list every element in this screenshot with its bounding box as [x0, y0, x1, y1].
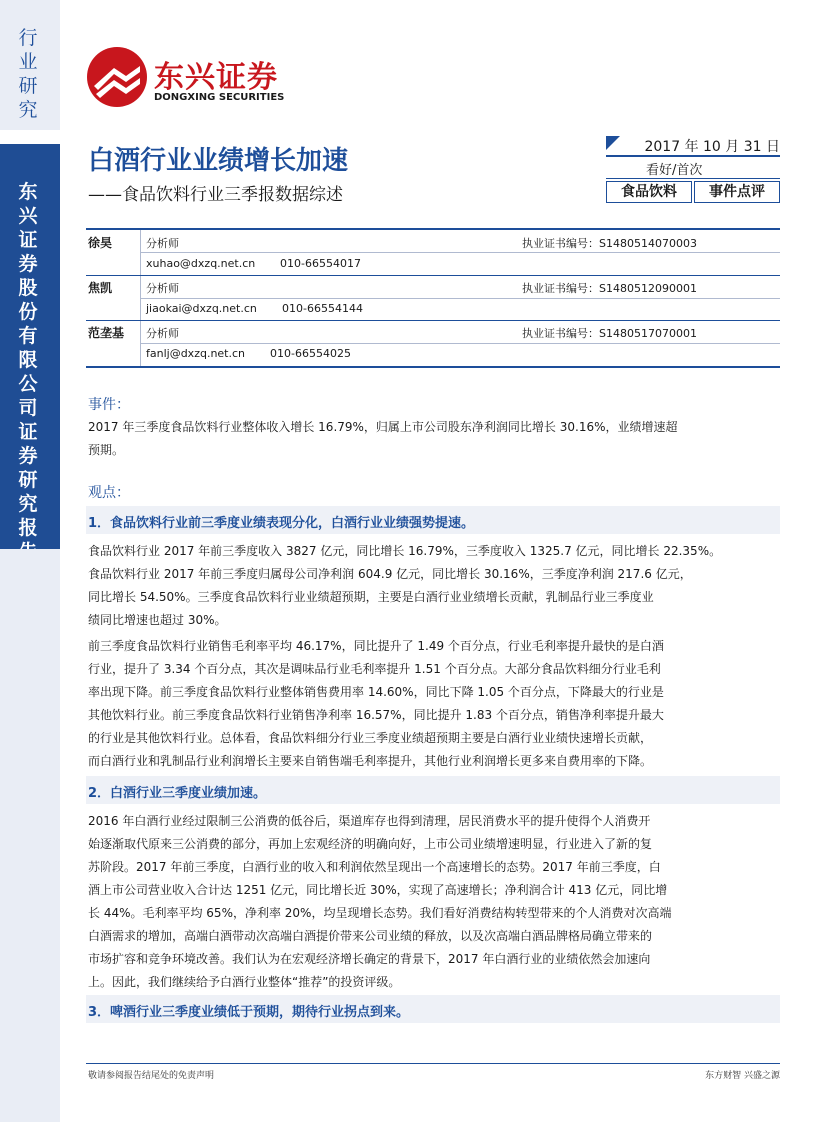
analyst-role: 分析师: [146, 282, 179, 295]
paragraph-line: 酒上市公司营业收入合计达 1251 亿元，同比增长近 30%，实现了高速增长；净利润合计 413 亿元，同比增: [88, 883, 668, 897]
table-top-rule: [86, 228, 780, 230]
sidebar-org-text: 东兴证券股份有限公司证券研究报: [18, 181, 38, 539]
paragraph-line: 2017 年三季度食品饮料行业整体收入增长 16.79%，归属上市公司股东净利润同比增长 30.16%，业绩增速超: [88, 420, 678, 434]
section-heading: 2．白酒行业三季度业绩加速。: [88, 786, 267, 801]
paragraph-line: 2016 年白酒行业经过限制三公消费的低谷后，渠道库存也得到清理，居民消费水平的提升使得个人消费开: [88, 814, 651, 828]
body-paragraph: [88, 810, 770, 994]
event-label: 事件：: [88, 397, 130, 413]
paragraph-line: 食品饮料行业 2017 年前三季度收入 3827 亿元，同比增长 16.79%，三季度收入 1325.7 亿元，同比增长 22.35%。: [88, 544, 722, 558]
paragraph-line: 始逐渐取代原来三公消费的部分，再加上宏观经济的明确向好，上市公司业绩增速明显，行业进入了新的复: [88, 837, 653, 851]
analyst-phone: 010-66554025: [270, 347, 351, 360]
body-paragraph: [88, 540, 770, 632]
paragraph-line: 预期。: [88, 443, 125, 457]
logo-name-en: DONGXING SECURITIES: [154, 92, 285, 103]
table-row-rule: [140, 343, 780, 344]
sidebar-org-panel: [0, 144, 60, 549]
info-divider: [606, 178, 780, 179]
analyst-cert: 执业证书编号：S1480512090001: [522, 282, 697, 295]
analyst-name: 焦凯: [88, 281, 113, 295]
logo-name-cn: 东兴证券: [154, 60, 278, 95]
table-bottom-rule: [86, 366, 780, 368]
footer-slogan: 东方财智 兴盛之源: [705, 1071, 780, 1081]
section-heading: 1．食品饮料行业前三季度业绩表现分化，白酒行业业绩强势提速。: [88, 516, 475, 531]
footer-rule: [86, 1063, 780, 1064]
logo-emblem-icon: [86, 46, 148, 108]
analyst-phone: 010-66554017: [280, 257, 361, 270]
paragraph-line: 的行业是其他饮料行业。总体看，食品饮料细分行业三季度业绩超预期主要是白酒行业业绩快速增长贡献，: [88, 731, 653, 745]
analyst-email: xuhao@dxzq.net.cn: [146, 257, 256, 270]
footer-disclaimer: 敬请参阅报告结尾处的免责声明: [88, 1071, 215, 1081]
paragraph-line: 前三季度食品饮料行业销售毛利率平均 46.17%，同比提升了 1.49 个百分点，行业毛利率提升最快的是白酒: [88, 639, 664, 653]
report-type-tag: 事件点评: [694, 181, 780, 203]
view-label: 观点：: [88, 485, 130, 501]
analyst-phone: 010-66554144: [282, 302, 363, 315]
paragraph-line: 而白酒行业和乳制品行业利润增长主要来自销售端毛利率提升，其他行业利润增长更多来自费用率的下降。: [88, 754, 653, 768]
rating-text: 看好/首次: [646, 163, 703, 178]
analyst-cert: 执业证书编号：S1480514070003: [522, 237, 697, 250]
report-info-box: [606, 136, 780, 204]
corner-triangle-icon: [606, 136, 620, 150]
paragraph-line: 同比增长 54.50%。三季度食品饮料行业业绩超预期，主要是白酒行业业绩增长贡献，乳制品行业三季度业: [88, 590, 654, 604]
event-paragraph: [88, 416, 770, 462]
analyst-cert: 执业证书编号：S1480517070001: [522, 327, 697, 340]
paragraph-line: 上。因此，我们继续给予白酒行业整体“推荐”的投资评级。: [88, 975, 401, 989]
industry-tag: 食品饮料: [606, 181, 692, 203]
paragraph-line: 绩同比增速也超过 30%。: [88, 613, 227, 627]
paragraph-line: 行业，提升了 3.34 个百分点，其次是调味品行业毛利率提升 1.51 个百分点。大部分食品饮料细分行业毛利: [88, 662, 661, 676]
paragraph-line: 率出现下降。前三季度食品饮料行业整体销售费用率 14.60%，同比下降 1.05 个百分点，下降最大的行业是: [88, 685, 664, 699]
analyst-email: jiaokai@dxzq.net.cn: [146, 302, 257, 315]
table-row-rule: [140, 252, 780, 253]
analyst-name: 徐昊: [88, 236, 113, 250]
analyst-name: 范垄基: [88, 326, 125, 340]
analyst-email: fanlj@dxzq.net.cn: [146, 347, 246, 360]
section-heading: 3．啤酒行业三季度业绩低于预期，期待行业拐点到来。: [88, 1005, 410, 1020]
report-subtitle: ——食品饮料行业三季报数据综述: [88, 185, 343, 205]
paragraph-line: 苏阶段。2017 年前三季度，白酒行业的收入和利润依然呈现出一个高速增长的态势。2017 年前三季度，白: [88, 860, 661, 874]
report-title: 白酒行业业绩增长加速: [88, 146, 349, 176]
analyst-role: 分析师: [146, 327, 179, 340]
table-row-rule: [140, 298, 780, 299]
sidebar-category-text: 行业研究: [18, 27, 38, 121]
sidebar-category-panel: [0, 0, 60, 130]
paragraph-line: 长 44%。毛利率平均 65%，净利率 20%，均呈现增长态势。我们看好消费结构转型带来的个人消费对次高端: [88, 906, 672, 920]
info-divider: [606, 155, 780, 157]
analyst-role: 分析师: [146, 237, 179, 250]
paragraph-line: 市场扩容和竞争环境改善。我们认为在宏观经济增长确定的背景下，2017 年白酒行业的业绩依然会加速向: [88, 952, 651, 966]
table-row-rule: [86, 320, 780, 321]
paragraph-line: 食品饮料行业 2017 年前三季度归属母公司净利润 604.9 亿元，同比增长 30.16%，三季度净利润 217.6 亿元，: [88, 567, 692, 581]
company-logo: [86, 42, 306, 112]
paragraph-line: 白酒需求的增加，高端白酒带动次高端白酒提价带来公司业绩的释放，以及次高端白酒品牌格局确立带来的: [88, 929, 653, 943]
paragraph-line: 其他饮料行业。前三季度食品饮料行业销售净利率 16.57%，同比提升 1.83 个百分点，销售净利率提升最大: [88, 708, 664, 722]
body-paragraph: [88, 635, 770, 773]
table-row-rule: [86, 275, 780, 276]
sidebar-lower-panel: [0, 549, 60, 1122]
report-date: 2017 年 10 月 31 日: [644, 139, 780, 155]
